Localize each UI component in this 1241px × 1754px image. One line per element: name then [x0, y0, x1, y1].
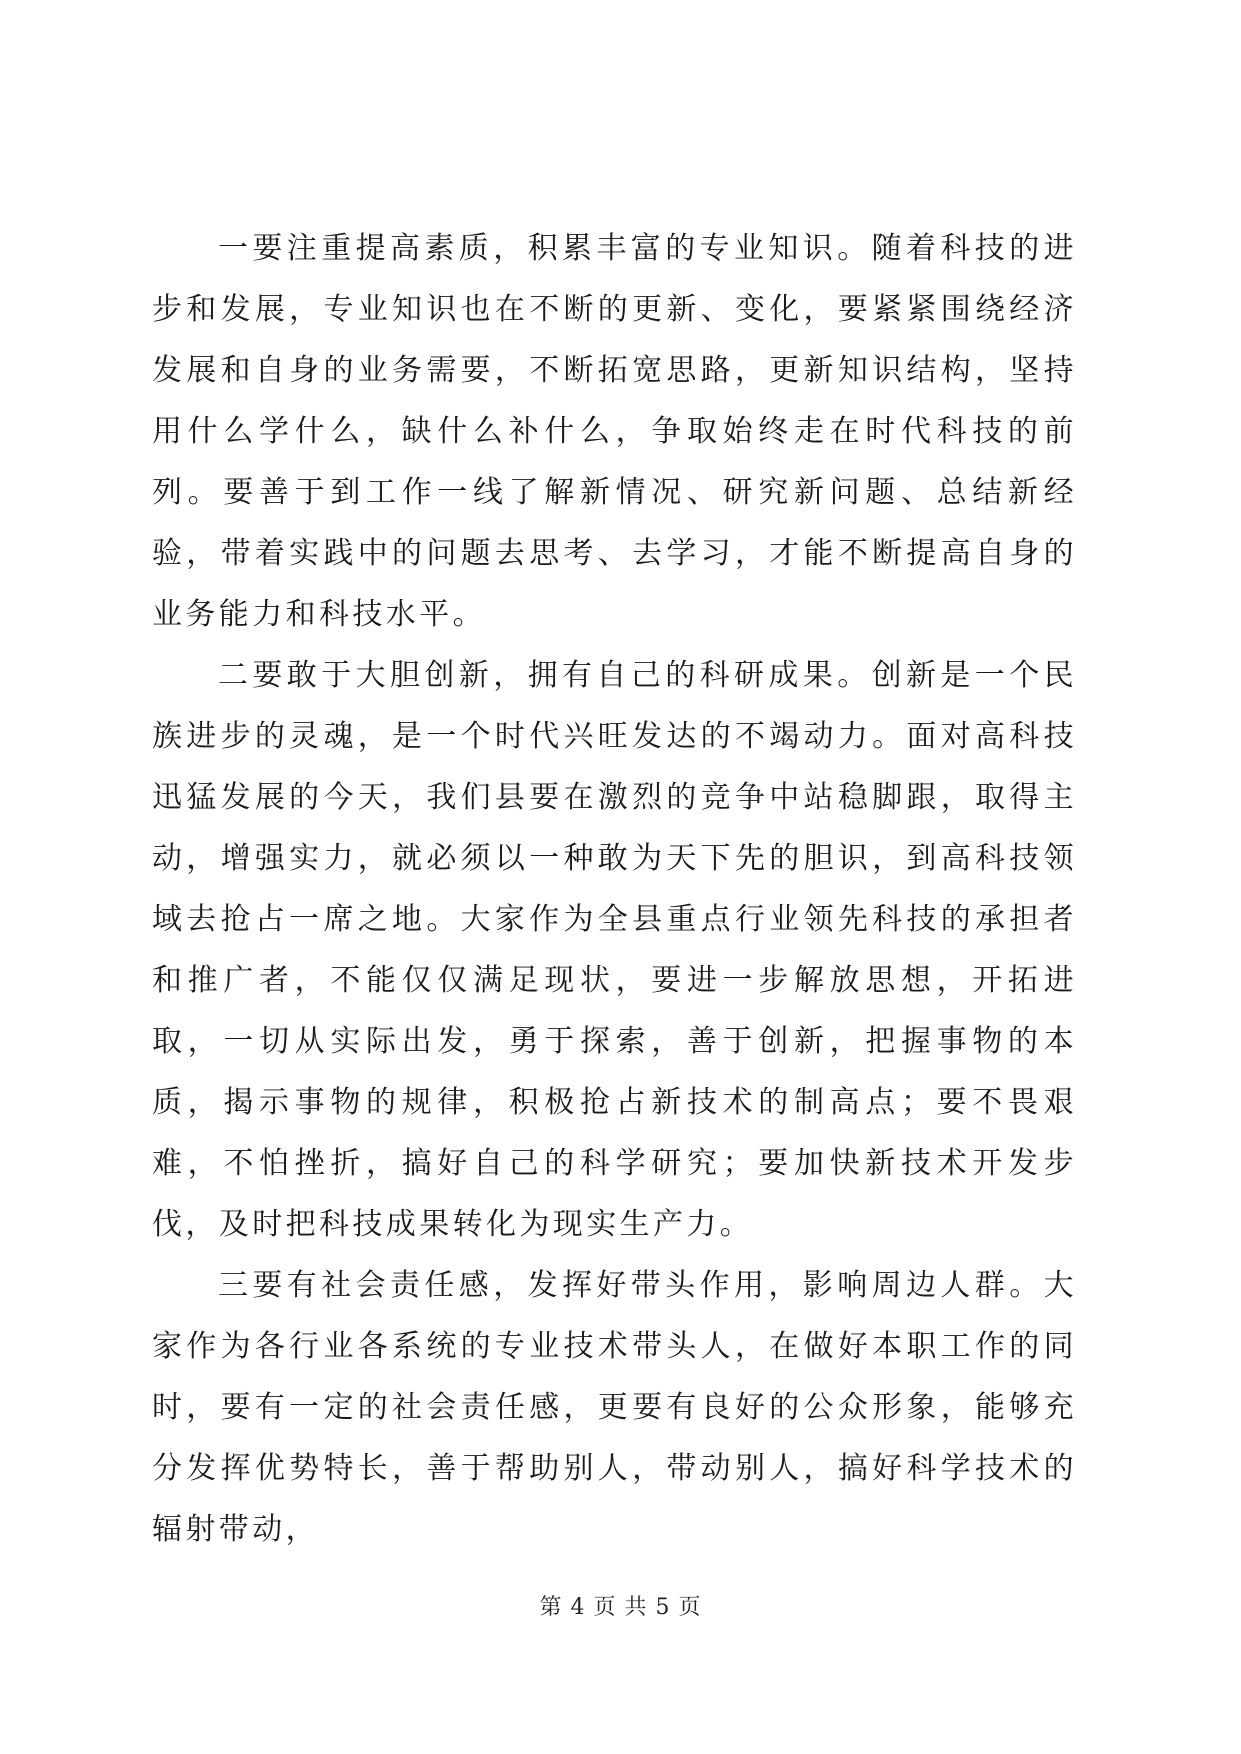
page-footer: 第 4 页 共 5 页 [539, 1595, 702, 1620]
paragraph-3: 三要有社会责任感，发挥好带头作用，影响周边人群。大家作为各行业各系统的专业技术带头人，在做好本职工作的同时，要有一定的社会责任感，更要有良好的公众形象，能够充分发挥优势特长，善于帮助别人，带动别人，搞好科学技术的辐射带动， [152, 1268, 1077, 1547]
body-text [152, 218, 1077, 1560]
paragraph-1: 一要注重提高素质，积累丰富的专业知识。随着科技的进步和发展，专业知识也在不断的更新、变化，要紧紧围绕经济发展和自身的业务需要，不断拓宽思路，更新知识结构，坚持用什么学什么，缺什么补什么，争取始终走在时代科技的前列。要善于到工作一线了解新情况、研究新问题、总结新经验，带着实践中的问题去思考、去学习，才能不断提高自身的业务能力和科技水平。 [152, 231, 1077, 632]
paragraph-2: 二要敢于大胆创新，拥有自己的科研成果。创新是一个民族进步的灵魂，是一个时代兴旺发达的不竭动力。面对高科技迅猛发展的今天，我们县要在激烈的竞争中站稳脚跟，取得主动，增强实力，就必须以一种敢为天下先的胆识，到高科技领域去抢占一席之地。大家作为全县重点行业领先科技的承担者和推广者，不能仅仅满足现状，要进一步解放思想，开拓进取，一切从实际出发，勇于探索，善于创新，把握事物的本质，揭示事物的规律，积极抢占新技术的制高点；要不畏艰难，不怕挫折，搞好自己的科学研究；要加快新技术开发步伐，及时把科技成果转化为现实生产力。 [152, 658, 1077, 1242]
